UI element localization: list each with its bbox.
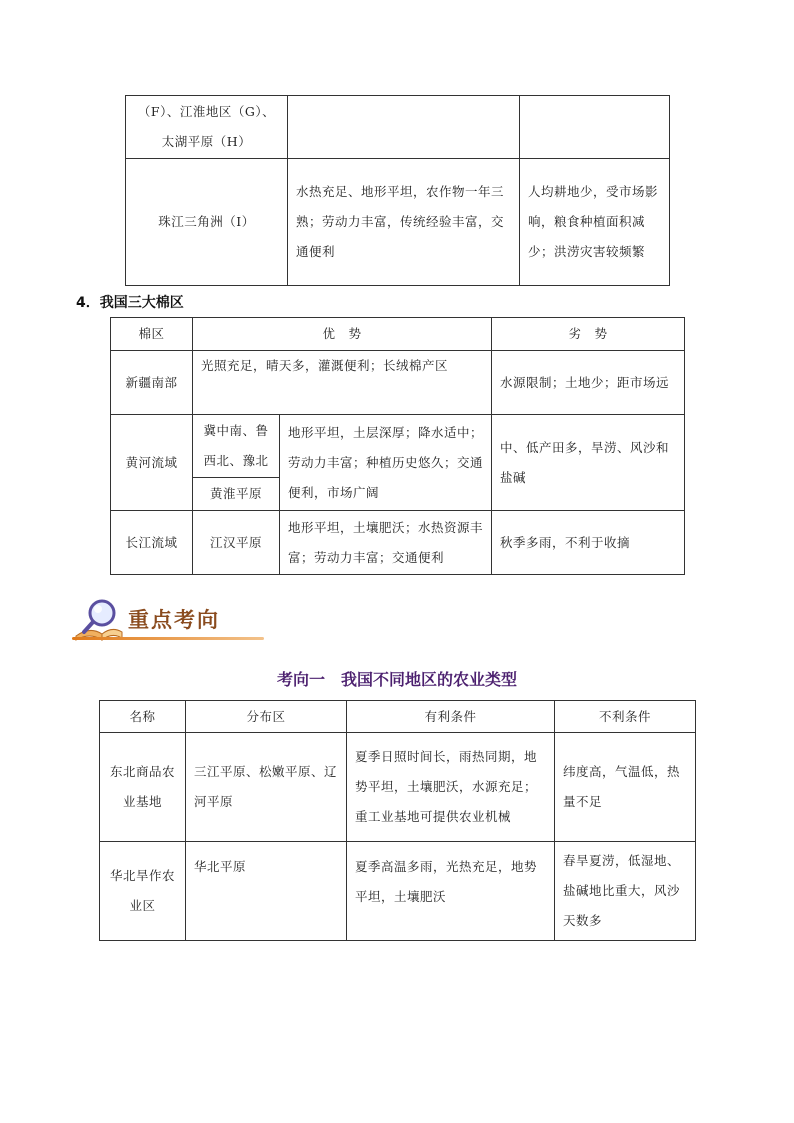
disadvantage-cell: 人均耕地少，受市场影响，粮食种植面积减少；洪涝灾害较频繁 bbox=[520, 159, 670, 286]
header-advantage: 优 势 bbox=[193, 318, 492, 351]
subtitle-text: 我国不同地区的农业类型 bbox=[341, 670, 518, 689]
banner-underline bbox=[72, 637, 264, 640]
cotton-region-table bbox=[110, 317, 685, 575]
header-area: 分布区 bbox=[186, 701, 347, 733]
header-favorable: 有利条件 bbox=[347, 701, 555, 733]
agri-type-table bbox=[99, 700, 696, 941]
header-unfavorable: 不利条件 bbox=[555, 701, 696, 733]
advantage-cell bbox=[288, 96, 520, 159]
region-cell: （F）、江淮地区（G）、太湖平原（H） bbox=[126, 96, 288, 159]
agri-region-table-continued bbox=[125, 95, 670, 286]
disadvantage-cell: 中、低产田多，旱涝、风沙和盐碱 bbox=[492, 415, 685, 511]
region-cell: 珠江三角洲（I） bbox=[126, 159, 288, 286]
header-name: 名称 bbox=[100, 701, 186, 733]
header-zone: 棉区 bbox=[111, 318, 193, 351]
banner-title: 重点考向 bbox=[128, 607, 220, 632]
advantage-cell: 光照充足，晴天多，灌溉便利；长绒棉产区 bbox=[193, 351, 492, 415]
subregion-cell: 冀中南、鲁西北、豫北 bbox=[193, 415, 280, 478]
subtitle-label: 考向一 bbox=[276, 670, 325, 689]
name-cell: 华北旱作农业区 bbox=[100, 842, 186, 941]
zone-cell: 黄河流域 bbox=[111, 415, 193, 511]
section-subtitle bbox=[0, 667, 794, 690]
disadvantage-cell bbox=[520, 96, 670, 159]
subregion-cell: 江汉平原 bbox=[193, 511, 280, 575]
disadvantage-cell: 水源限制；土地少；距市场远 bbox=[492, 351, 685, 415]
zone-cell: 长江流域 bbox=[111, 511, 193, 575]
zone-cell: 新疆南部 bbox=[111, 351, 193, 415]
advantage-cell: 地形平坦，土层深厚；降水适中；劳动力丰富；种植历史悠久；交通便利，市场广阔 bbox=[280, 415, 492, 511]
favorable-cell: 夏季高温多雨，光热充足，地势平坦，土壤肥沃 bbox=[347, 842, 555, 941]
subregion-cell: 黄淮平原 bbox=[193, 478, 280, 511]
section-heading: 4．我国三大棉区 bbox=[76, 295, 184, 311]
advantage-cell: 水热充足、地形平坦，农作物一年三熟；劳动力丰富，传统经验丰富，交通便利 bbox=[288, 159, 520, 286]
area-cell: 华北平原 bbox=[186, 842, 347, 941]
magnifier-book-icon bbox=[72, 596, 128, 642]
favorable-cell: 夏季日照时间长，雨热同期，地势平坦，土壤肥沃，水源充足；重工业基地可提供农业机械 bbox=[347, 733, 555, 842]
area-cell: 三江平原、松嫩平原、辽河平原 bbox=[186, 733, 347, 842]
advantage-cell: 地形平坦，土壤肥沃；水热资源丰富；劳动力丰富；交通便利 bbox=[280, 511, 492, 575]
unfavorable-cell: 春旱夏涝，低湿地、盐碱地比重大，风沙天数多 bbox=[555, 842, 696, 941]
unfavorable-cell: 纬度高，气温低，热量不足 bbox=[555, 733, 696, 842]
name-cell: 东北商品农业基地 bbox=[100, 733, 186, 842]
disadvantage-cell: 秋季多雨，不利于收摘 bbox=[492, 511, 685, 575]
header-disadvantage: 劣 势 bbox=[492, 318, 685, 351]
